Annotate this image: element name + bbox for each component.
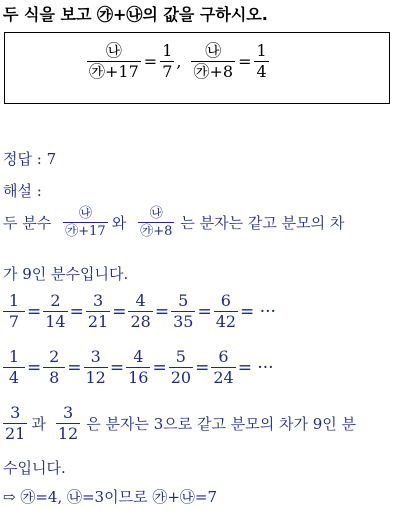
eq2-equals: = xyxy=(238,52,252,71)
explanation-line-1 xyxy=(3,207,344,238)
seq2-num: 2 xyxy=(49,347,60,366)
seq2-fraction xyxy=(126,349,150,386)
seq1-equals: = xyxy=(27,301,42,322)
fraction-b-numerator: ㉯ xyxy=(149,206,163,221)
seq2-num: 3 xyxy=(90,347,101,366)
equation-box xyxy=(4,32,390,104)
seq1-equals: = xyxy=(112,301,127,322)
conjunction-with: 과 xyxy=(31,415,46,433)
explanation-label: 해설 : xyxy=(3,182,42,200)
eq1-rhs-denominator: 7 xyxy=(162,62,173,81)
fraction-a-numerator: ㉯ xyxy=(78,206,92,221)
seq2-equals: = xyxy=(27,357,42,378)
fraction-d-denominator: 12 xyxy=(57,424,79,443)
seq1-den: 7 xyxy=(3,311,25,330)
line5-suffix: 은 분자는 3으로 같고 분모의 차가 9인 분 xyxy=(86,415,357,433)
seq1-num: 5 xyxy=(178,291,189,310)
seq1-fraction xyxy=(43,293,67,330)
conjunction-and: 와 xyxy=(111,214,127,232)
seq1-den: 35 xyxy=(173,312,194,331)
fraction-b xyxy=(138,207,174,238)
seq2-num: 6 xyxy=(218,347,229,366)
eq1-left-fraction xyxy=(87,43,141,80)
seq1-fraction xyxy=(128,293,152,330)
eq1-rhs-numerator: 1 xyxy=(162,41,173,60)
seq1-num: 3 xyxy=(92,291,104,310)
seq1-den: 14 xyxy=(45,312,66,331)
seq2-den: 4 xyxy=(3,367,25,386)
eq2-rhs-denominator: 4 xyxy=(256,62,267,81)
seq1-num: 4 xyxy=(135,291,146,310)
eq1-denominator: ㉮+17 xyxy=(89,62,139,81)
eq2-left-fraction xyxy=(191,43,235,80)
equation-row xyxy=(87,43,269,80)
seq1-num: 2 xyxy=(50,291,61,310)
seq1-num: 1 xyxy=(8,291,20,310)
eq2-rhs-numerator: 1 xyxy=(256,41,267,60)
seq2-den: 16 xyxy=(128,368,149,387)
seq2-equals: = xyxy=(195,357,210,378)
seq1-fraction xyxy=(86,293,110,330)
seq2-num: 5 xyxy=(175,347,186,366)
seq2-equals: = xyxy=(152,357,167,378)
seq2-fraction xyxy=(169,349,193,386)
seq1-num: 6 xyxy=(220,291,231,310)
equation-separator: , xyxy=(176,52,182,71)
explanation-line-2: 가 9인 분수입니다. xyxy=(3,265,129,283)
eq2-right-fraction xyxy=(254,43,268,80)
eq2-denominator: ㉮+8 xyxy=(193,62,234,81)
fraction-c-numerator: 3 xyxy=(10,403,21,422)
question-text: 두 식을 보고 ㉮+㉯의 값을 구하시오. xyxy=(3,5,268,24)
seq2-num: 4 xyxy=(133,347,144,366)
seq2-fraction xyxy=(43,349,65,386)
seq2-equals: = xyxy=(67,357,82,378)
seq2-den: 8 xyxy=(43,367,65,386)
seq1-ellipsis: = ··· xyxy=(240,301,276,322)
fraction-d xyxy=(56,405,80,442)
seq1-equals: = xyxy=(197,301,212,322)
seq1-equals: = xyxy=(154,301,170,322)
seq1-den: 42 xyxy=(215,312,237,331)
explanation-line-6: 수입니다. xyxy=(3,459,66,477)
eq1-equals: = xyxy=(143,52,158,71)
seq2-equals: = xyxy=(109,357,125,378)
seq1-equals: = xyxy=(69,301,84,322)
eq2-numerator: ㉯ xyxy=(205,41,222,60)
seq1-fraction xyxy=(3,293,25,330)
fraction-c-denominator: 21 xyxy=(5,424,26,443)
fraction-b-denominator: ㉮+8 xyxy=(140,224,173,239)
fraction-a xyxy=(63,207,107,238)
seq2-fraction xyxy=(211,349,235,386)
fraction-a-denominator: ㉮+17 xyxy=(65,224,106,239)
explanation-line-5 xyxy=(3,405,356,442)
eq1-right-fraction xyxy=(160,43,174,80)
fraction-sequence-1 xyxy=(3,293,278,330)
fraction-c xyxy=(3,405,27,442)
seq2-den: 24 xyxy=(213,368,234,387)
seq2-num: 1 xyxy=(8,347,20,366)
seq1-fraction xyxy=(214,293,238,330)
line1-prefix: 두 분수 xyxy=(3,214,52,232)
seq2-fraction xyxy=(84,349,108,386)
answer-label: 정답 : 7 xyxy=(3,150,57,168)
seq2-ellipsis: = ··· xyxy=(237,357,274,378)
eq1-numerator: ㉯ xyxy=(105,41,122,60)
seq2-den: 12 xyxy=(85,368,106,387)
seq2-fraction xyxy=(3,349,25,386)
seq1-den: 28 xyxy=(130,312,151,331)
seq1-den: 21 xyxy=(87,312,109,331)
conclusion-line: ⇨ ㉮=4, ㉯=3이므로 ㉮+㉯=7 xyxy=(3,488,218,506)
seq2-den: 20 xyxy=(170,368,192,387)
line1-suffix: 는 분자는 같고 분모의 차 xyxy=(180,214,345,232)
seq1-fraction xyxy=(171,293,195,330)
fraction-d-numerator: 3 xyxy=(62,403,74,422)
fraction-sequence-2 xyxy=(3,349,276,386)
